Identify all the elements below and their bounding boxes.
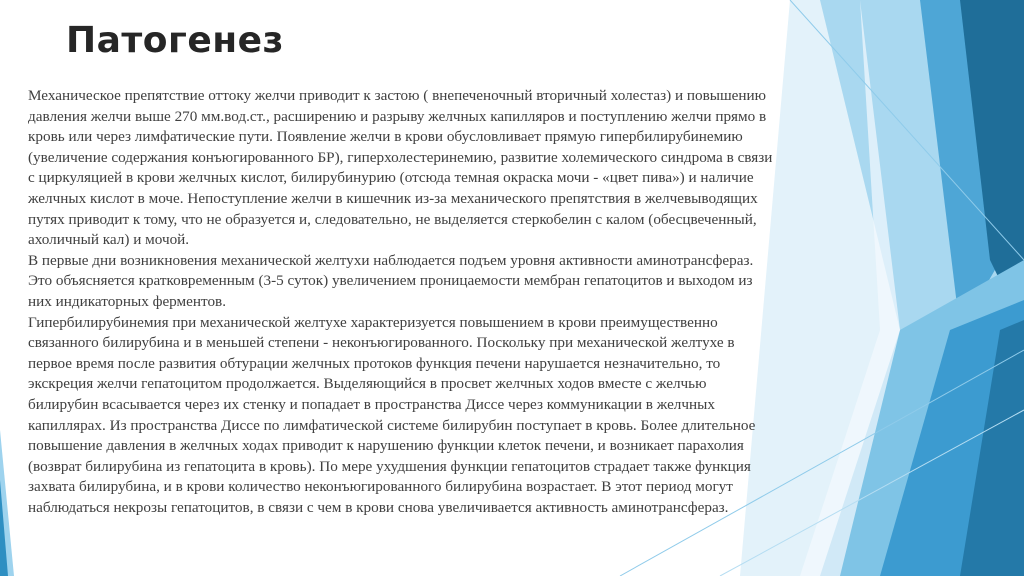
paragraph: В первые дни возникновения механической желтухи наблюдается подъем уровня активности аминотрансфераз. Это объясняется кратковременным (3-5 суток) увеличением проницаемости мембран гепатоцитов и выходом из них индикаторных ферментов. xyxy=(28,251,754,310)
slide-body-text xyxy=(28,86,778,518)
paragraph: Гипербилирубинемия при механической желтухе характеризуется повышением в крови преимущественно связанного билирубина и в меньшей степени - неконъюгированного. Поскольку при механической желтухе в первое время после развития обтурации желчных протоков функция печени нарушается незначительно, то экскреция желчи гепатоцитом продолжается. Выделяющийся в просвет желчных ходов вместе с желчью билирубин всасывается через их стенку и попадает в пространства Диссе через коммуникации в желчных капиллярах. Из пространства Диссе по лимфатической системе билирубин поступает в кровь. Более длительное повышение давления в желчных ходах приводит к нарушению функции клеток печени, и возникает парахолия (возврат билирубина из гепатоцита в кровь). По мере ухудшения функции гепатоцитов страдает также функция захвата билирубина, и в крови количество неконъюгированного билирубина возрастает. В этот период могут наблюдаться некрозы гепатоцитов, в связи с чем в крови снова увеличивается активность аминотрансфераз. xyxy=(28,313,756,516)
slide-title: Патогенез xyxy=(66,20,284,61)
paragraph: Механическое препятствие оттоку желчи приводит к застою ( внепеченочный вторичный холестаз) и повышению давления желчи выше 270 мм.вод.ст., расширению и разрыву желчных капилляров и поступлению желчи прямо в кровь или через лимфатические пути. Появление желчи в крови обусловливает прямую гипербилирубинемию (увеличение содержания конъюгированного БР), гиперхолестеринемию, развитие холемического синдрома в связи с циркуляцией в крови желчных кислот, билирубинурию (отсюда темная окраска мочи - «цвет пива») и наличие желчных кислот в моче. Непоступление желчи в кишечник из-за механического препятствия в желчевыводящих путях приводит к тому, что не образуется и, следовательно, не выделяется стеркобелин с калом (обесцвеченный, ахоличный кал) и мочой. xyxy=(28,87,773,249)
